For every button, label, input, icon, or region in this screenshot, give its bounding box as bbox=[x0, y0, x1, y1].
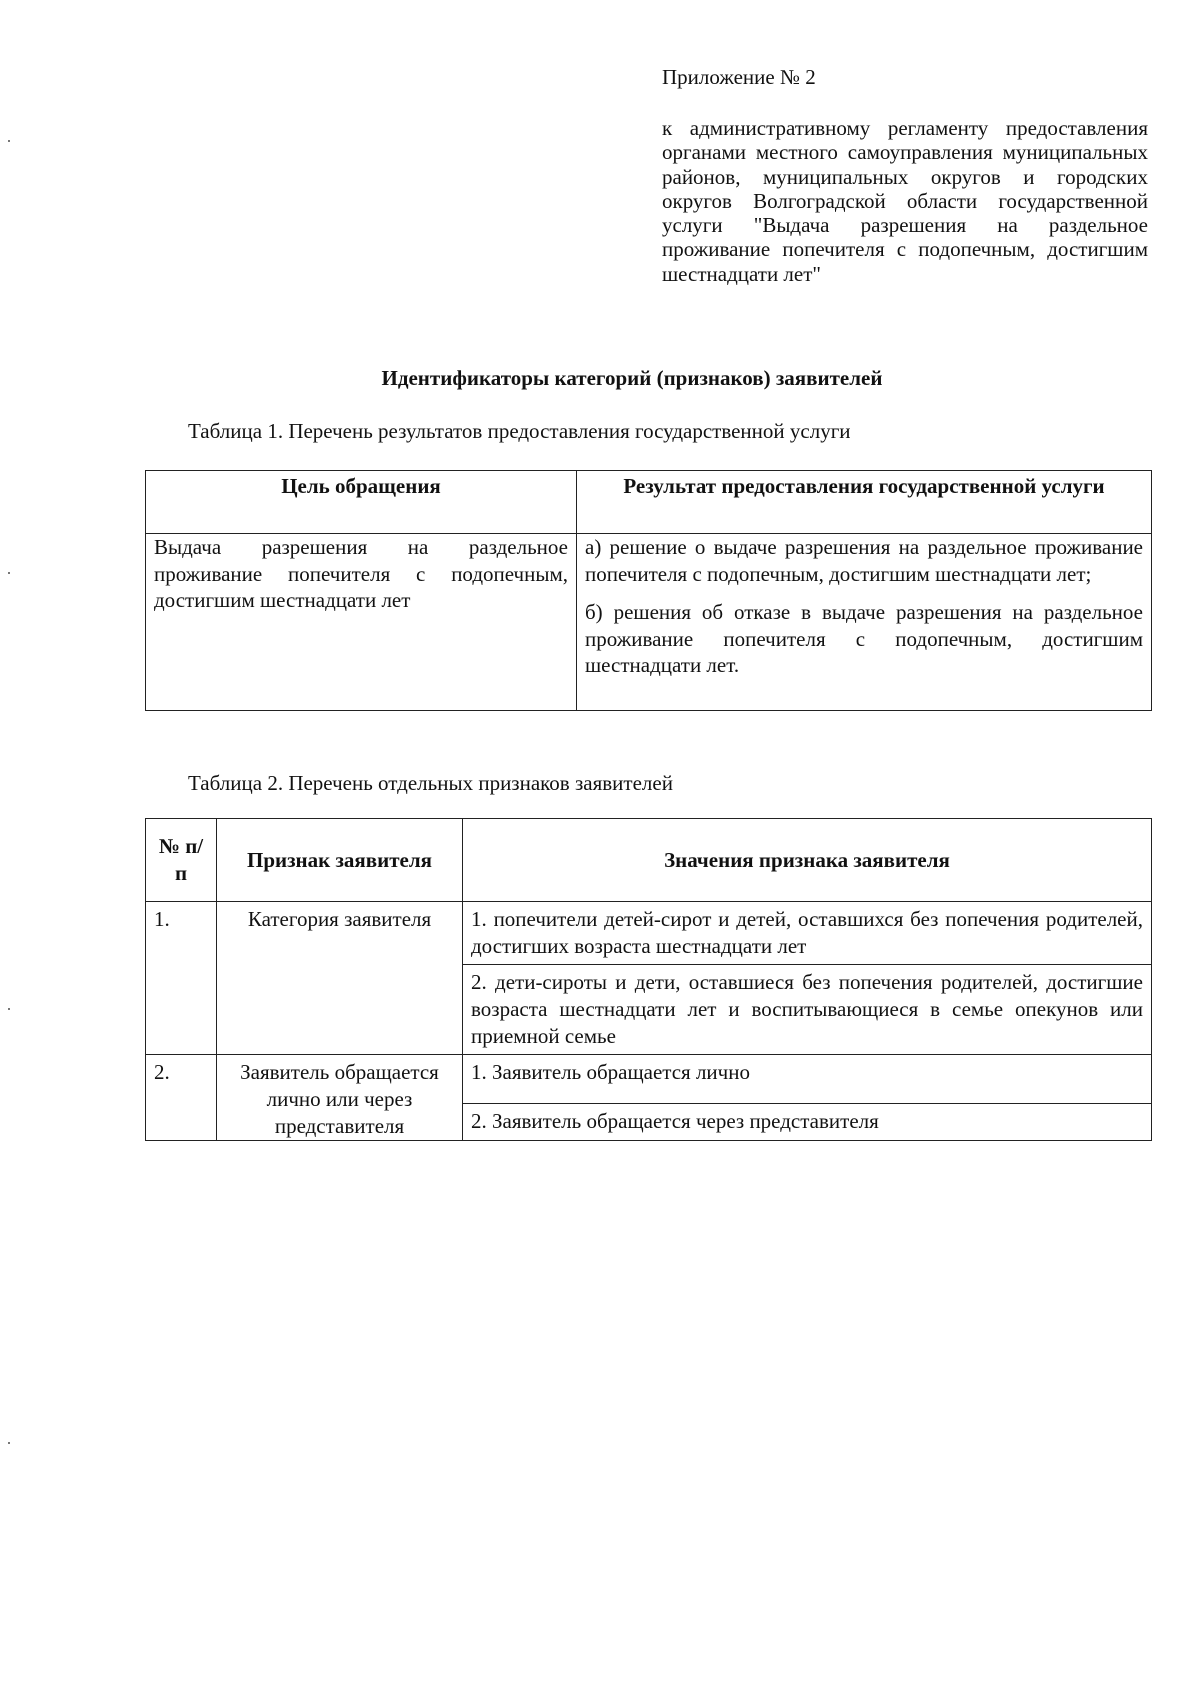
scan-speck bbox=[8, 572, 10, 574]
value-cell: 1. попечители детей-сирот и детей, оставшихся без попечения родителей, достигших возраста шестнадцати лет bbox=[463, 902, 1152, 965]
table-row bbox=[146, 902, 1152, 965]
value-cell: 2. Заявитель обращается через представителя bbox=[463, 1104, 1152, 1141]
feature-cell: Заявитель обращается лично или через представителя bbox=[217, 1055, 463, 1141]
results-table bbox=[145, 470, 1152, 711]
column-header-purpose: Цель обращения bbox=[146, 471, 577, 534]
table2-caption: Таблица 2. Перечень отдельных признаков заявителей bbox=[188, 771, 673, 795]
table-header-row bbox=[146, 471, 1152, 534]
column-header-feature: Признак заявителя bbox=[217, 819, 463, 902]
column-header-values: Значения признака заявителя bbox=[463, 819, 1152, 902]
results-cell bbox=[577, 534, 1152, 711]
table-row bbox=[146, 534, 1152, 711]
table1-caption: Таблица 1. Перечень результатов предоставления государственной услуги bbox=[188, 419, 851, 443]
result-item: а) решение о выдаче разрешения на раздельное проживание попечителя с подопечным, достигшим шестнадцати лет; bbox=[585, 535, 1143, 586]
scan-speck bbox=[8, 140, 10, 142]
appendix-number: Приложение № 2 bbox=[662, 65, 816, 89]
column-header-number: № п/п bbox=[146, 819, 217, 902]
table-header-row bbox=[146, 819, 1152, 902]
applicant-features-table bbox=[145, 818, 1152, 1141]
result-item: б) решения об отказе в выдаче разрешения на раздельное проживание попечителя с подопечным, достигшим шестнадцати лет. bbox=[585, 600, 1143, 677]
value-cell: 2. дети-сироты и дети, оставшиеся без попечения родителей, достигшие возраста шестнадцати лет и воспитывающиеся в семье опекунов или приемной семье bbox=[463, 965, 1152, 1055]
feature-cell: Категория заявителя bbox=[217, 902, 463, 1055]
document-title: Идентификаторы категорий (признаков) заявителей bbox=[381, 366, 883, 390]
column-header-result: Результат предоставления государственной услуги bbox=[577, 471, 1152, 534]
row-number: 2. bbox=[146, 1055, 217, 1141]
scan-speck bbox=[8, 1008, 10, 1010]
appendix-reference: к административному регламенту предоставления органами местного самоуправления муниципальных районов, муниципальных округов и городских округов Волгоградской области государственной услуги "Выдача разрешения на раздельное проживание попечителя с подопечным, достигшим шестнадцати лет" bbox=[662, 116, 1148, 286]
value-cell: 1. Заявитель обращается лично bbox=[463, 1055, 1152, 1104]
purpose-cell: Выдача разрешения на раздельное проживание попечителя с подопечным, достигшим шестнадцати лет bbox=[146, 534, 577, 711]
table-row bbox=[146, 1055, 1152, 1104]
scan-speck bbox=[8, 1442, 10, 1444]
row-number: 1. bbox=[146, 902, 217, 1055]
